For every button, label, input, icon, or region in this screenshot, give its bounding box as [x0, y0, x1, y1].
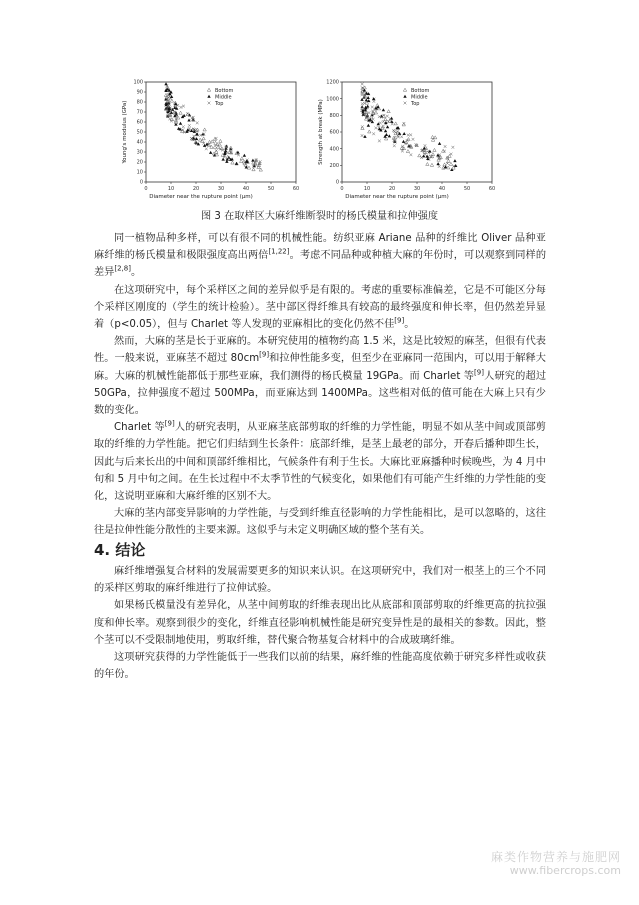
data-point — [372, 97, 375, 100]
data-point — [203, 128, 206, 131]
strength-scatter-plot — [312, 76, 497, 206]
x-tick-label: 30 — [413, 186, 421, 192]
y-tick-label: 800 — [329, 113, 339, 120]
strength-chart-svg — [312, 76, 497, 206]
data-point — [214, 141, 217, 144]
data-point — [219, 139, 222, 142]
data-point — [425, 148, 428, 151]
legend-label: Middle — [215, 94, 232, 101]
data-point — [407, 134, 410, 137]
legend-label: Middle — [411, 94, 428, 101]
data-point — [382, 108, 385, 111]
y-tick-label: 1000 — [326, 96, 339, 103]
data-point — [367, 124, 370, 127]
data-point — [403, 122, 406, 125]
data-point — [179, 111, 182, 114]
x-axis-label: Diameter near the rupture point (μm) — [345, 194, 449, 200]
data-point — [388, 134, 391, 137]
data-point — [179, 122, 182, 125]
data-point — [170, 99, 173, 102]
legend-marker — [208, 102, 211, 105]
data-point — [409, 133, 412, 136]
y-tick-label: 20 — [136, 159, 143, 166]
data-point — [438, 165, 441, 168]
data-point — [187, 119, 190, 122]
y-axis-label: Young's modulus (GPa) — [122, 100, 128, 164]
data-point — [215, 149, 218, 152]
data-point — [438, 142, 441, 145]
x-tick-label: 0 — [144, 186, 148, 192]
data-point — [363, 135, 366, 138]
data-point — [376, 105, 379, 108]
data-point — [412, 138, 415, 141]
data-point — [368, 111, 371, 114]
data-point — [424, 153, 427, 156]
data-point — [196, 121, 199, 124]
y-tick-label: 70 — [136, 109, 143, 116]
data-point — [182, 125, 185, 128]
data-point — [433, 148, 436, 151]
data-point — [414, 143, 417, 146]
conclusion-paragraph-2: 如果杨氏模量没有差异化，从茎中间剪取的纤维表现出比从底部和顶部剪取的纤维更高的抗拉强度和伸长率。观察到很少的变化，纤维直径影响机械性能是研究变异性是的最相关的参数。因此，整个茎可以不受限制地使用，剪取纤维，替代聚合物基复合材料中的合成玻璃纤维。 — [94, 600, 546, 646]
x-tick-label: 60 — [488, 186, 496, 192]
x-tick-label: 10 — [363, 186, 371, 192]
data-point — [366, 96, 369, 99]
watermark-url: www.fibercrops.com — [509, 864, 621, 877]
data-point — [444, 145, 447, 148]
data-point — [235, 162, 238, 165]
data-point — [436, 162, 439, 165]
y-tick-label: 30 — [136, 149, 143, 156]
data-point — [188, 124, 191, 127]
y-tick-label: 10 — [136, 169, 143, 176]
data-point — [378, 115, 381, 118]
data-point — [371, 106, 374, 109]
data-point — [205, 147, 208, 150]
x-tick-label: 20 — [388, 186, 396, 192]
x-tick-label: 0 — [340, 186, 344, 192]
data-point — [182, 114, 185, 117]
data-point — [374, 127, 377, 130]
legend-label: Bottom — [411, 87, 430, 94]
y-tick-label: 90 — [136, 89, 143, 96]
data-point — [451, 146, 454, 149]
conclusion-paragraph-3: 这项研究获得的力学性能低于一些我们以前的结果，麻纤维的性能高度依赖于研究多样性或收获的年份。 — [94, 652, 546, 681]
y-axis-label: Strength at break (MPa) — [318, 99, 324, 165]
data-point — [387, 110, 390, 113]
x-tick-label: 30 — [217, 186, 225, 192]
conclusion-paragraph-1: 麻纤维增强复合材料的发展需要更多的知识来认识。在这项研究中，我们对一根茎上的三个不同的采样区剪取的麻纤维进行了拉伸试验。 — [94, 566, 546, 595]
data-point — [247, 166, 250, 169]
data-point — [450, 153, 453, 156]
y-tick-label: 600 — [329, 129, 339, 136]
data-point — [382, 120, 385, 123]
data-point — [447, 159, 450, 162]
data-point — [453, 159, 456, 162]
data-point — [431, 135, 434, 138]
data-point — [406, 150, 409, 153]
x-axis-label: Diameter near the rupture point (μm) — [149, 194, 253, 200]
paragraph-3: 然而，大麻的茎是长于亚麻的。本研究使用的植物约高 1.5 米，这是比较短的麻茎，但很有代表性。一般来说，亚麻茎不超过 80cm[9]和拉伸性能多变，但至少在亚麻同一范围内，可以用于解释大麻。大麻的机械性能都低于那些亚麻，我们测得的杨氏模量 19GPa。而 Charlet 等[9]人研究的超过 50GPa，拉伸强度不超过 500MPa，而亚麻达到 1400MPa。这些相对低的值可能在大麻上只有少数的变化。 — [94, 336, 547, 417]
x-tick-label: 50 — [267, 186, 275, 192]
section-heading-conclusion: 4. 结论 — [94, 541, 146, 559]
data-point — [209, 151, 212, 154]
data-point — [237, 154, 240, 157]
data-point — [368, 130, 371, 133]
data-point — [379, 122, 382, 125]
y-tick-label: 0 — [335, 179, 339, 186]
watermark — [491, 851, 621, 877]
data-point — [409, 153, 412, 156]
data-point — [447, 166, 450, 169]
data-point — [361, 134, 364, 137]
legend-marker — [403, 95, 406, 98]
modulus-scatter-plot — [116, 76, 301, 206]
data-point — [418, 154, 421, 157]
data-point — [424, 144, 427, 147]
data-point — [243, 154, 246, 157]
figure-caption: 图 3 在取样区大麻纤维断裂时的杨氏模量和拉伸强度 — [200, 211, 439, 222]
data-point — [372, 100, 375, 103]
data-point — [361, 102, 364, 105]
data-point — [251, 159, 254, 162]
y-tick-label: 400 — [329, 146, 339, 153]
data-point — [394, 122, 397, 125]
data-point — [385, 133, 388, 136]
legend-label: Top — [411, 100, 420, 107]
data-point — [376, 104, 379, 107]
data-point — [401, 150, 404, 153]
data-point — [430, 163, 433, 166]
data-point — [402, 132, 405, 135]
paragraph-4: Charlet 等[9]人的研究表明，从亚麻茎底部剪取的纤维的力学性能，明显不如从茎中间或顶部剪取的纤维的力学性能。把它们归结到生长条件：底部纤维，是茎上最老的部分，开春后播种即生长，因此与后来长出的中间和顶部纤维相比，气候条件有利于生长。大麻比亚麻播种时候晚些，为 4 月中旬和 5 月中旬之间。在生长过程中不太季节性的气候变化，如果他们有可能产生纤维的力学性能的变化，这说明亚麻和大麻纤维的区别不大。 — [94, 419, 546, 503]
data-point — [443, 163, 446, 166]
watermark-title: 麻类作物营养与施肥网 — [490, 850, 621, 864]
x-tick-label: 10 — [167, 186, 175, 192]
paragraph-5: 大麻的茎内部变异影响的力学性能，与受到纤维直径影响的力学性能相比，是可以忽略的，这往往是拉伸性能分散性的主要来源。这似乎与未定义明确区域的整个茎有关。 — [94, 508, 546, 537]
data-point — [426, 162, 429, 165]
x-tick-label: 20 — [192, 186, 200, 192]
paragraph-1: 同一植物品种多样，可以有很不同的机械性能。纺织亚麻 Ariane 品种的纤维比 Oliver 品种亚麻纤维的杨氏模量和极限强度高出两倍[1,22]。考虑不同品种或种植大麻的年份时，可以观察到同样的差异[2,8]。 — [94, 233, 547, 279]
x-tick-label: 40 — [242, 186, 250, 192]
x-tick-label: 40 — [438, 186, 446, 192]
legend-label: Bottom — [215, 87, 234, 94]
legend-marker — [207, 88, 210, 91]
data-point — [361, 93, 364, 96]
data-point — [384, 118, 387, 121]
data-point — [402, 140, 405, 143]
data-point — [221, 149, 224, 152]
data-point — [449, 162, 452, 165]
data-point — [422, 154, 425, 157]
data-point — [252, 168, 255, 171]
y-tick-label: 1200 — [326, 79, 339, 86]
data-point — [392, 129, 395, 132]
modulus-chart-svg — [116, 76, 301, 206]
legend-marker — [207, 95, 210, 98]
data-point — [400, 135, 403, 138]
x-tick-label: 50 — [463, 186, 471, 192]
data-point — [450, 168, 453, 171]
legend-marker — [403, 88, 406, 91]
data-point — [372, 132, 375, 135]
y-tick-label: 60 — [136, 119, 143, 126]
y-tick-label: 100 — [133, 79, 143, 86]
data-point — [441, 149, 444, 152]
data-point — [361, 83, 364, 86]
data-point — [240, 157, 243, 160]
data-point — [386, 125, 389, 128]
data-point — [391, 123, 394, 126]
paragraph-2: 在这项研究中，每个采样区之间的差异似乎是有限的。考虑的重要标准偏差，它是不可能区分每个采样区刚度的（学生的统计检验）。茎中部区得纤维具有较高的最终强度和伸长率，但仍然差异显着（p<0.05），但与 Charlet 等人发现的亚麻相比的变化仍然不佳[9]。 — [94, 284, 546, 331]
y-tick-label: 50 — [136, 129, 143, 136]
data-point — [198, 138, 201, 141]
data-point — [393, 144, 396, 147]
data-point — [386, 115, 389, 118]
conclusion-body — [94, 563, 546, 683]
y-tick-label: 200 — [329, 163, 339, 170]
y-tick-label: 80 — [136, 99, 143, 106]
data-point — [213, 137, 216, 140]
data-point — [221, 158, 224, 161]
legend-marker — [404, 102, 407, 105]
data-point — [378, 139, 381, 142]
data-point — [167, 96, 170, 99]
data-point — [164, 82, 167, 85]
data-point — [231, 161, 234, 164]
y-tick-label: 0 — [139, 179, 143, 186]
legend-label: Top — [215, 100, 224, 107]
y-tick-label: 40 — [136, 139, 143, 146]
discussion-body — [94, 230, 546, 540]
x-tick-label: 60 — [292, 186, 300, 192]
figure-3 — [116, 76, 506, 206]
data-point — [186, 113, 189, 116]
